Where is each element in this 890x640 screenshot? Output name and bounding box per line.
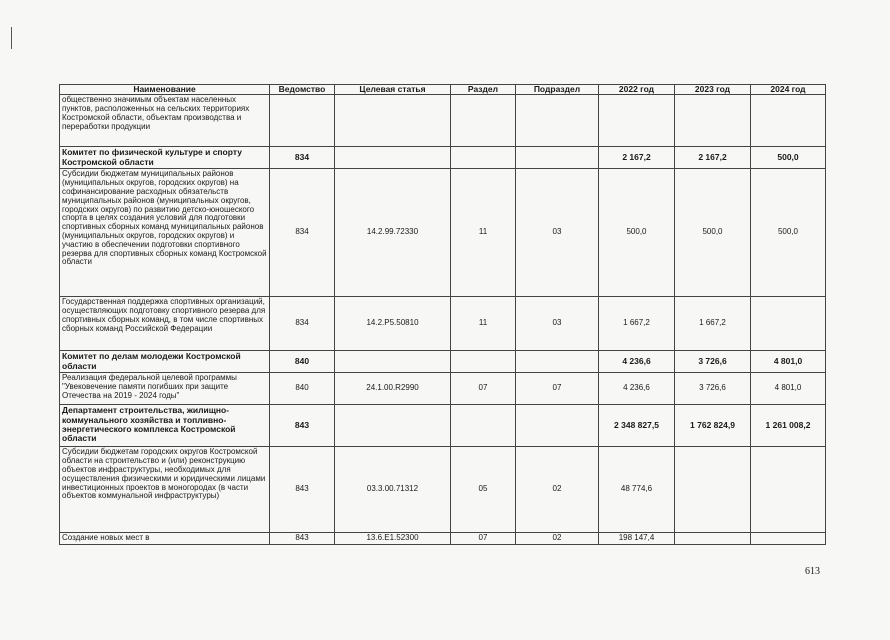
cell-2022: [599, 95, 675, 147]
cell-department: 843: [270, 447, 335, 533]
cell-subsection: 02: [516, 447, 599, 533]
cell-subsection: 03: [516, 297, 599, 351]
cell-2022: 1 667,2: [599, 297, 675, 351]
cell-department: 834: [270, 147, 335, 169]
header-name: Наименование: [60, 85, 270, 95]
cell-2024: [751, 95, 826, 147]
cell-department: 834: [270, 169, 335, 297]
cell-2022: 198 147,4: [599, 533, 675, 545]
cell-name: общественно значимым объектам населенных пунктов, расположенных на сельских территориях Костромской области, объектам производства и переработки продукции: [60, 95, 270, 147]
cell-name: Субсидии бюджетам муниципальных районов (муниципальных округов, городских округов) на софинансирование расходных обязательств муниципальных районов (муниципальных округов, городских округов) по развитию детско-юношеского спорта в целях создания условий для подготовки спортивных сборных команд муниципальных районов (муниципальных округов, городских округов) и участию в обеспечении подготовки спортивного резерва для спортивных сборных команд Костромской области: [60, 169, 270, 297]
cell-subsection: 03: [516, 169, 599, 297]
cell-target-article: [335, 95, 451, 147]
cell-name: Реализация федеральной целевой программы "Увековечение памяти погибших при защите Отечества на 2019 - 2024 годы": [60, 373, 270, 405]
cell-2024: 4 801,0: [751, 351, 826, 373]
header-department: Ведомство: [270, 85, 335, 95]
cell-target-article: 24.1.00.R2990: [335, 373, 451, 405]
cell-section: [451, 351, 516, 373]
table-header-row: [60, 85, 826, 95]
table-row: [60, 95, 826, 147]
cell-section: [451, 95, 516, 147]
table-row: [60, 351, 826, 373]
cell-2023: [675, 447, 751, 533]
cell-2023: 3 726,6: [675, 373, 751, 405]
table-row: [60, 405, 826, 447]
cell-2024: 500,0: [751, 169, 826, 297]
cell-section: [451, 405, 516, 447]
cell-2023: [675, 95, 751, 147]
cell-2022: 500,0: [599, 169, 675, 297]
cell-2022: 2 167,2: [599, 147, 675, 169]
cell-2023: 3 726,6: [675, 351, 751, 373]
cell-2023: 1 762 824,9: [675, 405, 751, 447]
cell-name: Государственная поддержка спортивных организаций, осуществляющих подготовку спортивного резерва для спортивных сборных команд, в том числе спортивных сборных команд Российской Федерации: [60, 297, 270, 351]
cell-department: [270, 95, 335, 147]
cell-target-article: [335, 351, 451, 373]
cell-name: Комитет по делам молодежи Костромской области: [60, 351, 270, 373]
cell-subsection: 02: [516, 533, 599, 545]
cell-department: 840: [270, 373, 335, 405]
cell-2024: [751, 297, 826, 351]
cell-department: 843: [270, 405, 335, 447]
page-number: 613: [805, 566, 820, 577]
cell-2022: 48 774,6: [599, 447, 675, 533]
table-row: [60, 533, 826, 545]
cell-target-article: [335, 147, 451, 169]
cell-2023: [675, 533, 751, 545]
header-2023: 2023 год: [675, 85, 751, 95]
cell-name: Департамент строительства, жилищно-коммунального хозяйства и топливно-энергетического комплекса Костромской области: [60, 405, 270, 447]
cell-subsection: [516, 147, 599, 169]
cell-target-article: [335, 405, 451, 447]
cell-section: 07: [451, 373, 516, 405]
cell-subsection: [516, 405, 599, 447]
table-row: [60, 169, 826, 297]
margin-mark: [11, 27, 12, 49]
cell-subsection: 07: [516, 373, 599, 405]
header-target-article: Целевая статья: [335, 85, 451, 95]
cell-section: 07: [451, 533, 516, 545]
header-2022: 2022 год: [599, 85, 675, 95]
cell-department: 834: [270, 297, 335, 351]
header-2024: 2024 год: [751, 85, 826, 95]
table-row: [60, 373, 826, 405]
cell-target-article: 14.2.99.72330: [335, 169, 451, 297]
cell-department: 843: [270, 533, 335, 545]
cell-section: 11: [451, 169, 516, 297]
header-subsection: Подраздел: [516, 85, 599, 95]
table-row: [60, 147, 826, 169]
cell-target-article: 03.3.00.71312: [335, 447, 451, 533]
cell-2023: 1 667,2: [675, 297, 751, 351]
cell-section: [451, 147, 516, 169]
table-row: [60, 447, 826, 533]
cell-2024: [751, 533, 826, 545]
cell-2022: 4 236,6: [599, 351, 675, 373]
cell-department: 840: [270, 351, 335, 373]
cell-target-article: 14.2.P5.50810: [335, 297, 451, 351]
header-section: Раздел: [451, 85, 516, 95]
cell-2024: 4 801,0: [751, 373, 826, 405]
cell-2023: 500,0: [675, 169, 751, 297]
cell-subsection: [516, 95, 599, 147]
cell-2022: 2 348 827,5: [599, 405, 675, 447]
cell-2023: 2 167,2: [675, 147, 751, 169]
budget-table: [59, 84, 826, 545]
cell-2022: 4 236,6: [599, 373, 675, 405]
cell-subsection: [516, 351, 599, 373]
cell-name: Создание новых мест в: [60, 533, 270, 545]
cell-target-article: 13.6.E1.52300: [335, 533, 451, 545]
table-row: [60, 297, 826, 351]
cell-section: 11: [451, 297, 516, 351]
cell-2024: 500,0: [751, 147, 826, 169]
cell-name: Комитет по физической культуре и спорту Костромской области: [60, 147, 270, 169]
cell-section: 05: [451, 447, 516, 533]
cell-2024: [751, 447, 826, 533]
cell-2024: 1 261 008,2: [751, 405, 826, 447]
cell-name: Субсидии бюджетам городских округов Костромской области на строительство и (или) реконструкцию объектов инфраструктуры, необходимых для осуществления физическими и юридическими лицами инвестиционных проектов в моногородах (в части объектов коммунальной инфраструктуры): [60, 447, 270, 533]
